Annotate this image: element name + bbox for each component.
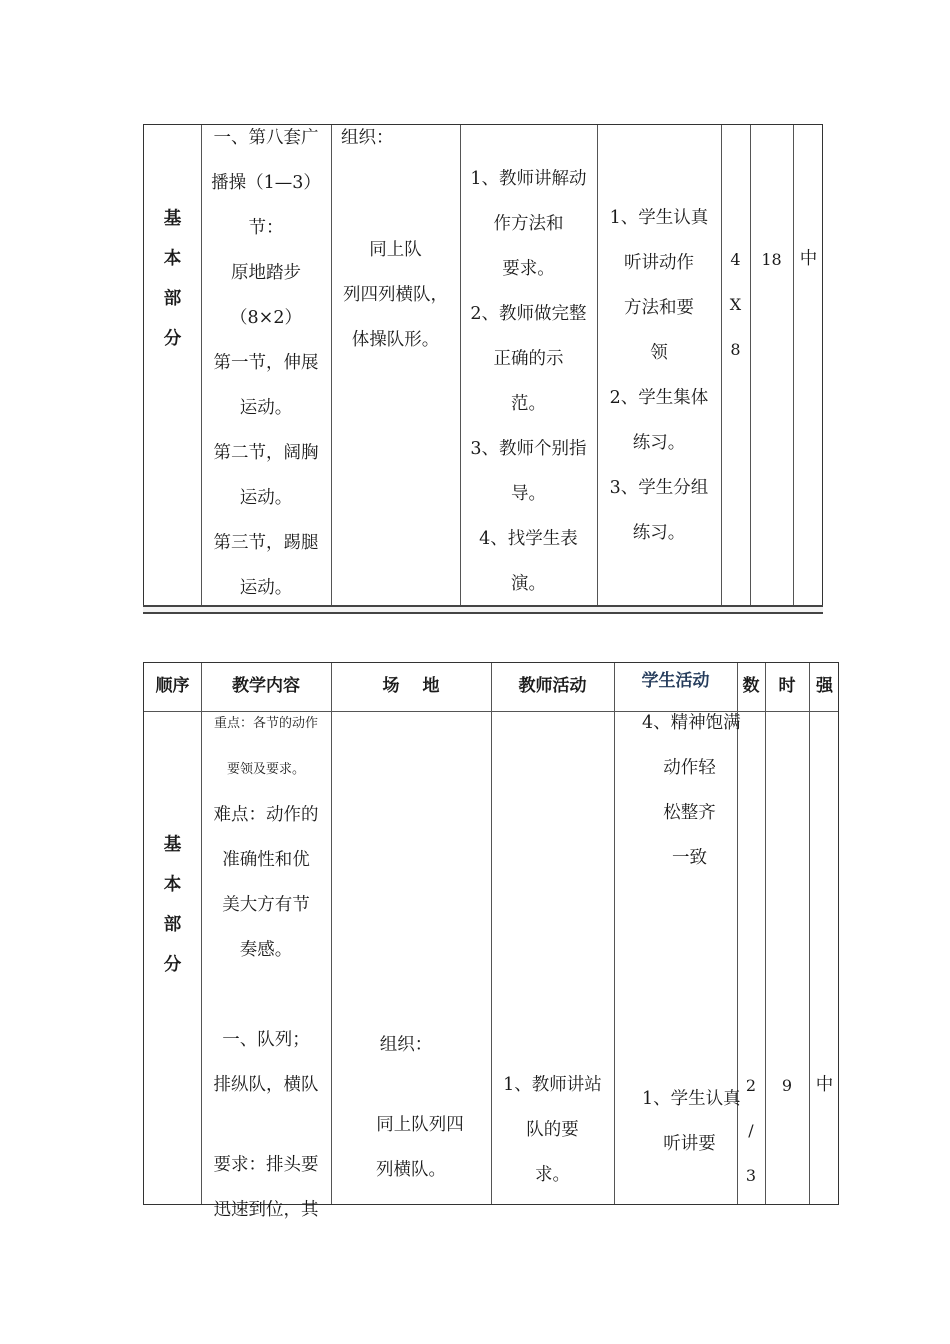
header-student-activity: 学生活动 bbox=[641, 671, 710, 691]
intensity-cell: 中 bbox=[799, 249, 818, 269]
section-label: 基 本 部 分 bbox=[163, 835, 182, 975]
header-intensity: 强 bbox=[816, 676, 833, 696]
content-cell: 一、第八套广 播操（1—3） 节： 原地踏步 （8×2） 第一节，伸展 运动。 第二节，阔胸 运动。 第三节，踢腿 运动。 bbox=[211, 128, 321, 598]
venue-cell: 组织： 同上队列四 列横队。 bbox=[376, 1035, 464, 1180]
header-order: 顺序 bbox=[155, 676, 190, 696]
lesson-table-1 bbox=[143, 124, 823, 609]
student-activity-top: 4、精神饱满 动作轻 松整齐 一致 bbox=[642, 713, 741, 868]
time-cell: 18 bbox=[761, 250, 782, 269]
header-count: 数 bbox=[742, 676, 760, 696]
student-activity-bottom: 1、学生认真 听讲要 bbox=[642, 1089, 741, 1154]
teacher-activity-cell: 1、教师讲站 队的要 求。 bbox=[503, 1075, 602, 1185]
venue-cell: 组织： 同上队 列四列横队， 体操队形。 bbox=[341, 128, 448, 350]
student-activity-cell: 1、学生认真 听讲动作 方法和要 领 2、学生集体 练习。 3、学生分组 练习。 bbox=[609, 208, 709, 543]
lesson-table-2 bbox=[143, 662, 839, 1220]
header-time: 时 bbox=[778, 676, 796, 696]
time-cell: 9 bbox=[781, 1076, 793, 1095]
content-cell: 重点：各节的动作 要领及要求。 难点：动作的 准确性和优 美大方有节 奏感。 一、队列； 排纵队，横队 要求：排头要 迅速到位，其 bbox=[213, 716, 319, 1220]
header-teacher-activity: 教师活动 bbox=[518, 676, 587, 696]
header-content: 教学内容 bbox=[232, 676, 300, 696]
count-cell: 4 X 8 bbox=[729, 250, 742, 359]
intensity-cell: 中 bbox=[815, 1075, 834, 1095]
header-venue: 场 地 bbox=[382, 676, 440, 696]
teacher-activity-cell: 1、教师讲解动 作方法和 要求。 2、教师做完整 正确的示 范。 3、教师个别指 导。 4、找学生表 演。 bbox=[470, 169, 587, 594]
section-label: 基 本 部 分 bbox=[163, 209, 182, 349]
count-cell: 2 / 3 bbox=[745, 1076, 757, 1185]
